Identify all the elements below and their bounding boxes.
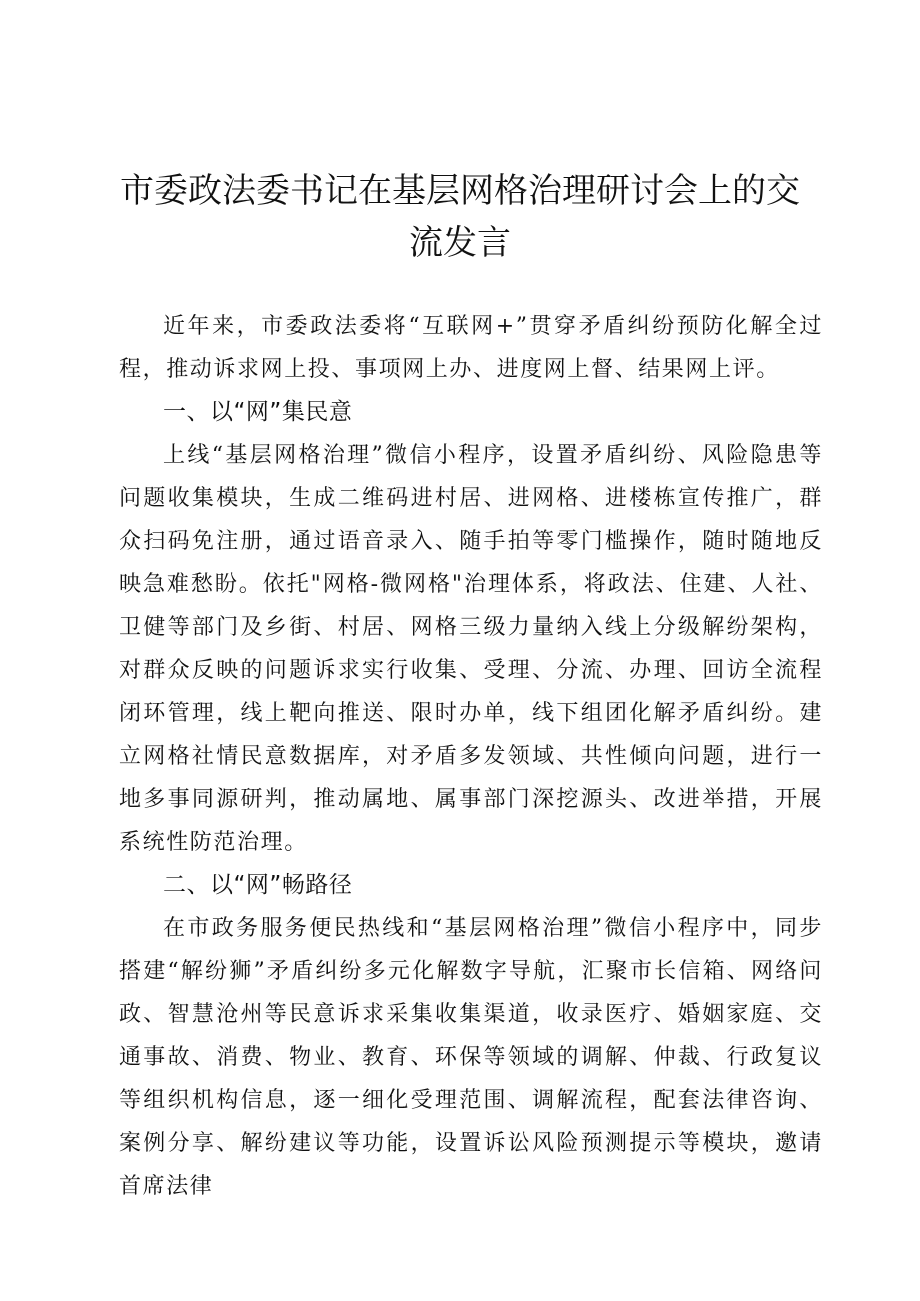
title-line-2: 流发言	[409, 223, 511, 263]
section-body-1: 上线“基层网格治理”微信小程序，设置矛盾纠纷、风险隐患等问题收集模块，生成二维码进村居、进网格、进楼栋宣传推广，群众扫码免注册，通过语音录入、随手拍等零门槛操作，随时随地反映急难愁盼。依托"网格-微网格"治理体系，将政法、住建、人社、卫健等部门及乡街、村居、网格三级力量纳入线上分级解纷架构，对群众反映的问题诉求实行收集、受理、分流、办理、回访全流程闭环管理，线上靶向推送、限时办单，线下组团化解矛盾纠纷。建立网格社情民意数据库，对矛盾多发领域、共性倾向问题，进行一地多事同源研判，推动属地、属事部门深挖源头、改进举措，开展系统性防范治理。	[119, 443, 823, 855]
document-title	[120, 165, 800, 269]
section-heading-2: 二、以“网”畅路径	[163, 872, 353, 898]
section-body-2: 在市政务服务便民热线和“基层网格治理”微信小程序中，同步搭建“解纷狮”矛盾纠纷多元化解数字导航，汇聚市长信箱、网络问政、智慧沧州等民意诉求采集收集渠道，收录医疗、婚姻家庭、交通事故、消费、物业、教育、环保等领域的调解、仲裁、行政复议等组织机构信息，逐一细化受理范围、调解流程，配套法律咨询、案例分享、解纷建议等功能，设置诉讼风险预测提示等模块，邀请首席法律	[119, 916, 823, 1199]
section-heading-1: 一、以“网”集民意	[163, 399, 353, 425]
intro-paragraph: 近年来，市委政法委将“互联网+”贯穿矛盾纠纷预防化解全过程，推动诉求网上投、事项网上办、进度网上督、结果网上评。	[119, 314, 823, 382]
title-line-1: 市委政法委书记在基层网格治理研讨会上的交	[120, 171, 800, 211]
document-body	[119, 305, 823, 1208]
